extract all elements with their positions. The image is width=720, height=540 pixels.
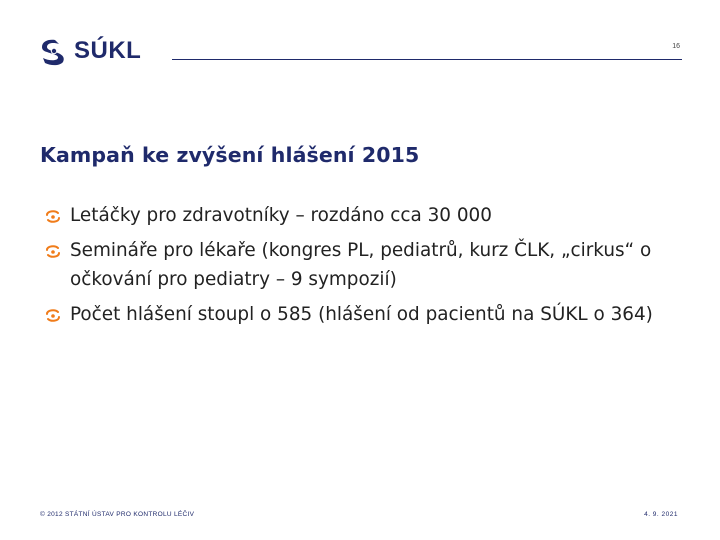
bullet-text: Počet hlášení stoupl o 585 (hlášení od pacientů na SÚKL o 364): [70, 304, 653, 325]
bullet-list: [44, 201, 684, 335]
footer-date: 4. 9. 2021: [644, 511, 678, 518]
slide-title: Kampaň ke zvýšení hlášení 2015: [40, 143, 420, 167]
bullet-item: [44, 300, 684, 329]
header-divider: [172, 59, 682, 60]
orange-swirl-bullet-icon: [45, 308, 61, 324]
logo-text: SÚKL: [74, 37, 142, 64]
footer-copyright: © 2012 STÁTNÍ ÚSTAV PRO KONTROLU LÉČIV: [40, 511, 195, 518]
bullet-text: Letáčky pro zdravotníky – rozdáno cca 30 000: [70, 205, 492, 226]
page-number: 16: [672, 43, 680, 50]
sukl-logo-mark-icon: [38, 36, 68, 66]
orange-swirl-bullet-icon: [45, 209, 61, 225]
bullet-text: Semináře pro lékaře (kongres PL, pediatrů, kurz ČLK, „cirkus“ o očkování pro pediatry – 9 sympozií): [70, 240, 652, 290]
orange-swirl-bullet-icon: [45, 244, 61, 260]
sukl-logo: [38, 34, 141, 68]
bullet-item: [44, 236, 684, 294]
bullet-item: [44, 201, 684, 230]
